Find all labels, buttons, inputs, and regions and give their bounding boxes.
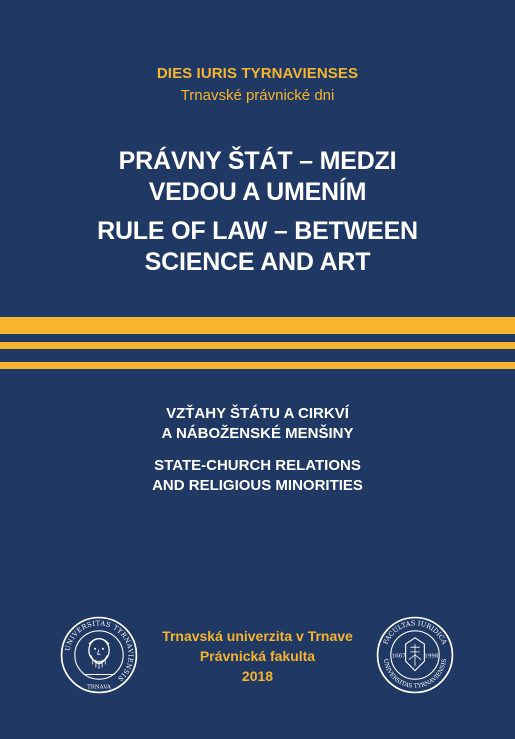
publisher-year: 2018 bbox=[241, 668, 274, 684]
title-en-line-1: RULE OF LAW – BETWEEN bbox=[97, 217, 418, 245]
series-name: DIES IURIS TYRNAVIENSES bbox=[156, 65, 359, 82]
subtitle-sk-line-2: A NÁBOŽENSKÉ MENŠINY bbox=[161, 425, 354, 442]
left-seal-ring-text: UNIVERSITAS TYRNAVIENSIS bbox=[63, 619, 135, 683]
right-seal-ring-bottom: UNIVERSITAS TYRNAVIENSIS bbox=[381, 658, 449, 690]
title-sk-line-2: VEDOU A UMENÍM bbox=[148, 178, 367, 206]
series-heading bbox=[0, 64, 515, 106]
accent-stripe-thin-2 bbox=[0, 362, 515, 369]
accent-stripe-thin-1 bbox=[0, 342, 515, 349]
svg-text:FACULTAS IURIDICA bbox=[382, 619, 449, 646]
publisher-university: Trnavská univerzita v Trnave bbox=[162, 628, 353, 644]
left-seal-bottom-text: TRNAVA bbox=[87, 684, 111, 691]
accent-stripe-thick bbox=[0, 317, 515, 334]
publisher-faculty: Právnická fakulta bbox=[199, 648, 316, 664]
main-title bbox=[0, 146, 515, 278]
faculty-seal-icon bbox=[376, 616, 454, 694]
title-en-line-2: SCIENCE AND ART bbox=[144, 248, 371, 276]
right-seal-ring-top: FACULTAS IURIDICA bbox=[381, 619, 449, 646]
series-subname: Trnavské právnické dni bbox=[180, 87, 335, 104]
right-seal-year-left: 1667 bbox=[391, 653, 406, 660]
subtitle-en-line-1: STATE-CHURCH RELATIONS bbox=[154, 457, 361, 474]
title-sk-line-1: PRÁVNY ŠTÁT – MEDZI bbox=[118, 147, 397, 175]
subtitle-en-line-2: AND RELIGIOUS MINORITIES bbox=[152, 477, 363, 494]
subtitle-sk-line-1: VZŤAHY ŠTÁTU A CIRKVÍ bbox=[166, 405, 349, 422]
subtitle bbox=[0, 404, 515, 496]
right-seal-year-right: 1998 bbox=[424, 653, 439, 660]
